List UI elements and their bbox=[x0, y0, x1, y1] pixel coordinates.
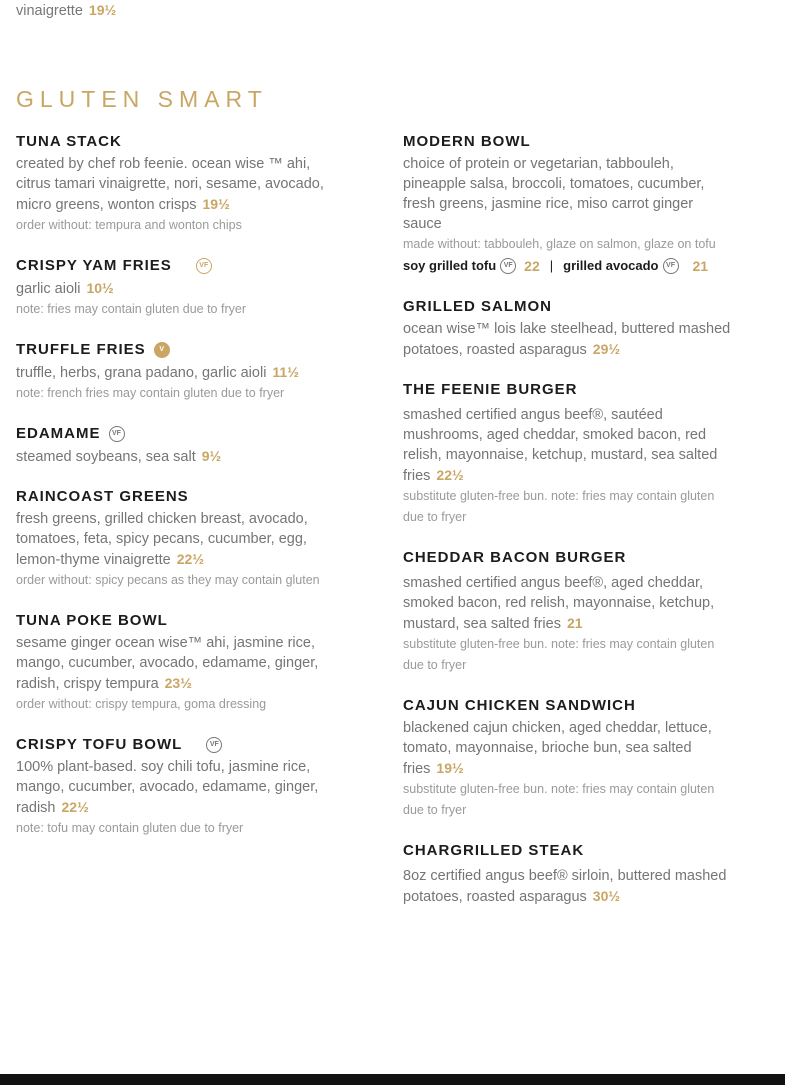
item-note: note: french fries may contain gluten due to fryer bbox=[16, 386, 285, 400]
item-note: note: tofu may contain gluten due to fryer bbox=[16, 821, 244, 835]
item-name: EDAMAME bbox=[16, 425, 101, 442]
item-price: 22½ bbox=[61, 799, 89, 815]
item-name: RAINCOAST GREENS bbox=[16, 488, 189, 505]
item-note: substitute gluten-free bun. note: fries may contain gluten due to fryer bbox=[403, 489, 715, 524]
item-desc: garlic aioli bbox=[16, 281, 81, 297]
menu-item-tuna-stack bbox=[16, 132, 341, 236]
menu-item-tuna-poke-bowl bbox=[16, 611, 341, 715]
item-desc: smashed certified angus beef®, sautéed mushrooms, aged cheddar, smoked bacon, red relish, mayonnaise, ketchup, mustard, sea salted fries bbox=[403, 407, 718, 484]
item-name: THE FEENIE BURGER bbox=[403, 381, 578, 398]
item-name: GRILLED SALMON bbox=[403, 298, 552, 315]
menu-item-chargrilled-steak bbox=[403, 841, 733, 907]
menu-item-raincoast-greens bbox=[16, 487, 341, 591]
item-desc: ocean wise™ lois lake steelhead, buttered mashed potatoes, roasted asparagus bbox=[403, 321, 731, 358]
snippet-text: vinaigrette bbox=[16, 3, 83, 19]
vegan-friendly-icon: VF bbox=[196, 258, 212, 274]
menu-item-grilled-salmon bbox=[403, 297, 733, 360]
menu-item-crispy-yam-fries bbox=[16, 256, 341, 320]
menu-item-the-feenie-burger bbox=[403, 380, 733, 528]
left-column bbox=[16, 132, 341, 859]
snippet-price: 19½ bbox=[88, 2, 117, 18]
item-name: TUNA STACK bbox=[16, 133, 122, 150]
addon-separator: | bbox=[549, 258, 554, 273]
vegan-friendly-icon: VF bbox=[206, 737, 222, 753]
item-price: 22½ bbox=[436, 467, 464, 483]
item-desc: created by chef rob feenie. ocean wise ™ ahi, citrus tamari vinaigrette, nori, sesame, avocado, micro greens, wonton crisps bbox=[16, 156, 324, 213]
item-desc: fresh greens, grilled chicken breast, avocado, tomatoes, feta, spicy pecans, cucumber, egg, lemon-thyme vinaigrette bbox=[16, 511, 308, 568]
item-desc: blackened cajun chicken, aged cheddar, lettuce, tomato, mayonnaise, brioche bun, sea salted fries bbox=[403, 720, 712, 777]
item-note: substitute gluten-free bun. note: fries may contain gluten due to fryer bbox=[403, 637, 715, 672]
item-price: 10½ bbox=[86, 280, 114, 296]
avocado-addon-label: grilled avocado bbox=[563, 258, 659, 273]
item-name: MODERN BOWL bbox=[403, 133, 531, 150]
menu-item-edamame bbox=[16, 424, 341, 467]
previous-section-snippet bbox=[16, 0, 346, 21]
item-price: 21 bbox=[566, 615, 583, 631]
tofu-addon-price: 22 bbox=[524, 258, 540, 274]
menu-item-truffle-fries bbox=[16, 340, 341, 404]
modern-bowl-addons bbox=[403, 255, 733, 277]
vegan-friendly-icon: VF bbox=[663, 258, 679, 274]
item-name: CRISPY YAM FRIES bbox=[16, 257, 172, 274]
vegan-friendly-icon: VF bbox=[109, 426, 125, 442]
item-price: 29½ bbox=[592, 341, 621, 357]
menu-item-cheddar-bacon-burger bbox=[403, 548, 733, 676]
menu-item-crispy-tofu-bowl bbox=[16, 735, 341, 839]
item-price: 30½ bbox=[592, 888, 621, 904]
item-desc: choice of protein or vegetarian, tabbouleh, pineapple salsa, broccoli, tomatoes, cucumber, fresh greens, jasmine rice, miso carrot ginger sauce bbox=[403, 156, 705, 232]
item-desc: steamed soybeans, sea salt bbox=[16, 449, 196, 465]
vegan-friendly-icon: VF bbox=[500, 258, 516, 274]
menu-item-cajun-chicken-sandwich bbox=[403, 696, 733, 821]
item-price: 22½ bbox=[176, 551, 204, 567]
menu-item-modern-bowl bbox=[403, 132, 733, 277]
item-price: 9½ bbox=[201, 448, 222, 464]
item-name: TRUFFLE FRIES bbox=[16, 341, 146, 358]
vegetarian-icon: V bbox=[154, 342, 170, 358]
item-name: CAJUN CHICKEN SANDWICH bbox=[403, 697, 636, 714]
tofu-addon-label: soy grilled tofu bbox=[403, 258, 497, 273]
item-note: order without: spicy pecans as they may contain gluten bbox=[16, 573, 320, 587]
item-price: 19½ bbox=[202, 196, 230, 212]
item-desc: truffle, herbs, grana padano, garlic aioli bbox=[16, 365, 267, 381]
item-price: 11½ bbox=[272, 364, 299, 380]
item-note: substitute gluten-free bun. note: fries may contain gluten due to fryer bbox=[403, 782, 715, 817]
footer-bar bbox=[0, 1074, 785, 1085]
item-name: CHEDDAR BACON BURGER bbox=[403, 549, 627, 566]
item-note: order without: tempura and wonton chips bbox=[16, 218, 242, 232]
item-note: order without: crispy tempura, goma dressing bbox=[16, 697, 267, 711]
avocado-addon-price: 21 bbox=[692, 258, 709, 274]
item-name: CRISPY TOFU BOWL bbox=[16, 736, 183, 753]
item-name: CHARGRILLED STEAK bbox=[403, 842, 585, 859]
item-price: 23½ bbox=[164, 675, 192, 691]
item-desc: 8oz certified angus beef® sirloin, buttered mashed potatoes, roasted asparagus bbox=[403, 868, 727, 905]
item-price: 19½ bbox=[436, 760, 464, 776]
item-note: note: fries may contain gluten due to fryer bbox=[16, 302, 246, 316]
right-column bbox=[403, 132, 733, 927]
section-title: GLUTEN SMART bbox=[16, 86, 268, 112]
item-desc: smashed certified angus beef®, aged cheddar, smoked bacon, red relish, mayonnaise, ketchup, mustard, sea salted fries bbox=[403, 575, 715, 632]
item-note: made without: tabbouleh, glaze on salmon, glaze on tofu bbox=[403, 237, 716, 251]
item-desc: sesame ginger ocean wise™ ahi, jasmine rice, mango, cucumber, avocado, edamame, ginger, radish, crispy tempura bbox=[16, 635, 319, 692]
item-desc: 100% plant-based. soy chili tofu, jasmine rice, mango, cucumber, avocado, edamame, ginger, radish bbox=[16, 759, 319, 816]
item-name: TUNA POKE BOWL bbox=[16, 612, 168, 629]
